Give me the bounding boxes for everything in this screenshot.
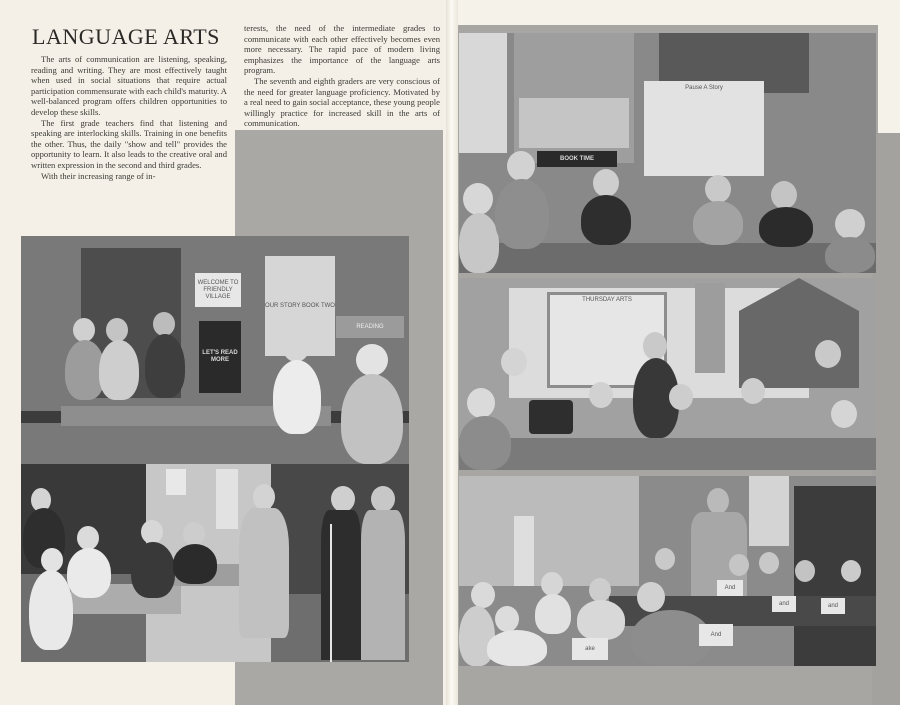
word-card: And (699, 624, 733, 646)
child-head (495, 606, 519, 632)
child-head (831, 400, 857, 428)
child-head (729, 554, 749, 576)
child (273, 360, 321, 434)
child (99, 340, 139, 400)
child (173, 544, 217, 584)
child-head (467, 388, 495, 418)
pictures-on-wall (695, 283, 725, 373)
child-head (835, 209, 865, 239)
sign-reading: READING (336, 316, 404, 338)
word-card: and (821, 598, 845, 614)
child (131, 542, 175, 598)
child (759, 207, 813, 247)
record-player (529, 400, 573, 434)
child-head (741, 378, 765, 404)
photo-word-card-reading-group (459, 476, 876, 666)
child-head (589, 578, 611, 602)
child-head (106, 318, 128, 342)
child-head (541, 572, 563, 596)
child (693, 201, 743, 245)
text-column-2 (244, 23, 440, 129)
boy-head (331, 486, 355, 512)
child-head (815, 340, 841, 368)
sign-book-time: BOOK TIME (537, 151, 617, 167)
child-head (356, 344, 388, 376)
microphone-stand (330, 524, 332, 662)
child-head (463, 183, 493, 215)
child-head (669, 384, 693, 410)
child-head (73, 318, 95, 342)
child (459, 213, 499, 273)
child-plaid (459, 416, 511, 470)
table (459, 438, 876, 470)
paragraph: terests, the need of the intermediate grades to communicate with each other effectively becomes even more necessary. The rapid pace of modern living emphasizes the importance of the language arts program. (244, 23, 440, 76)
child-head (589, 382, 613, 408)
child-head (153, 312, 175, 336)
word-card: and (772, 596, 796, 612)
sign-welcome: WELCOME TO FRIENDLY VILLAGE (195, 273, 241, 307)
child-head (795, 560, 815, 582)
child (577, 600, 625, 640)
child-head (283, 334, 309, 362)
poster-story-book: OUR STORY BOOK TWO (265, 256, 335, 356)
paragraph: The arts of communication are listening, speaking, reading and writing. They are most effectively taught when used in social situations that require actual participation commensurate with each child's maturity. A well-balanced program offers children opportunities to develop these skills. (31, 54, 227, 117)
child-head (77, 526, 99, 550)
poster (459, 33, 507, 153)
sign-lets-read-more: LET'S READ MORE (199, 321, 241, 393)
girl-head (643, 332, 667, 360)
paragraph: With their increasing range of in- (41, 170, 156, 181)
child-head (141, 520, 163, 544)
child-head (771, 181, 797, 209)
child-head (705, 175, 731, 203)
paragraph: The seventh and eighth graders are very conscious of the need for greater language proficiency. Motivated by a real need to gain social acceptance, these young people willingly practice for increased skill in the arts of communication. (244, 75, 440, 129)
photo-record-player-listening (459, 278, 876, 470)
paragraph: The first grade teachers find that listening and speaking are interlocking skills. Training in one benefits the other. Thus, the daily "show and tell" provides the opportunity to learn. It also leads to the creative oral and written expression in the second and third grades. (31, 117, 227, 170)
teacher-head (707, 488, 729, 514)
text-column-1 (31, 54, 227, 181)
girl-reading (239, 508, 289, 638)
word-card: And (717, 580, 743, 596)
boy-head (371, 486, 395, 512)
windows (459, 476, 639, 586)
child-head (637, 582, 665, 612)
child-head (183, 522, 205, 546)
sign-thursday-arts: THURSDAY ARTS (547, 292, 667, 388)
child (581, 195, 631, 245)
photo-reading-corner (459, 33, 876, 273)
boy-microphone (321, 510, 361, 660)
books-display (519, 98, 629, 148)
child (825, 237, 875, 273)
child-head (41, 548, 63, 572)
child (67, 548, 111, 598)
photo-intermediate-broadcast (21, 464, 409, 662)
animal-chart (749, 476, 789, 546)
child-head (841, 560, 861, 582)
child (535, 594, 571, 634)
child-head (507, 151, 535, 181)
poster (216, 469, 238, 529)
child (487, 630, 547, 666)
child-head (593, 169, 619, 197)
page-title: LANGUAGE ARTS (32, 24, 220, 49)
photo-first-grade-show-and-tell (21, 236, 409, 464)
child-head (471, 582, 495, 608)
child (145, 334, 185, 398)
child-head (501, 348, 527, 376)
story-chart: Pause A Story (644, 81, 764, 176)
calendar (166, 469, 186, 495)
child-head (655, 548, 675, 570)
child (341, 374, 403, 464)
chart (514, 516, 534, 586)
boy-standing (361, 510, 405, 660)
child-head (759, 552, 779, 574)
page-gutter (446, 0, 458, 705)
word-card: ake (572, 638, 608, 660)
right-grey-strip (872, 133, 900, 705)
child-plaid (495, 179, 549, 249)
girl-head (253, 484, 275, 510)
